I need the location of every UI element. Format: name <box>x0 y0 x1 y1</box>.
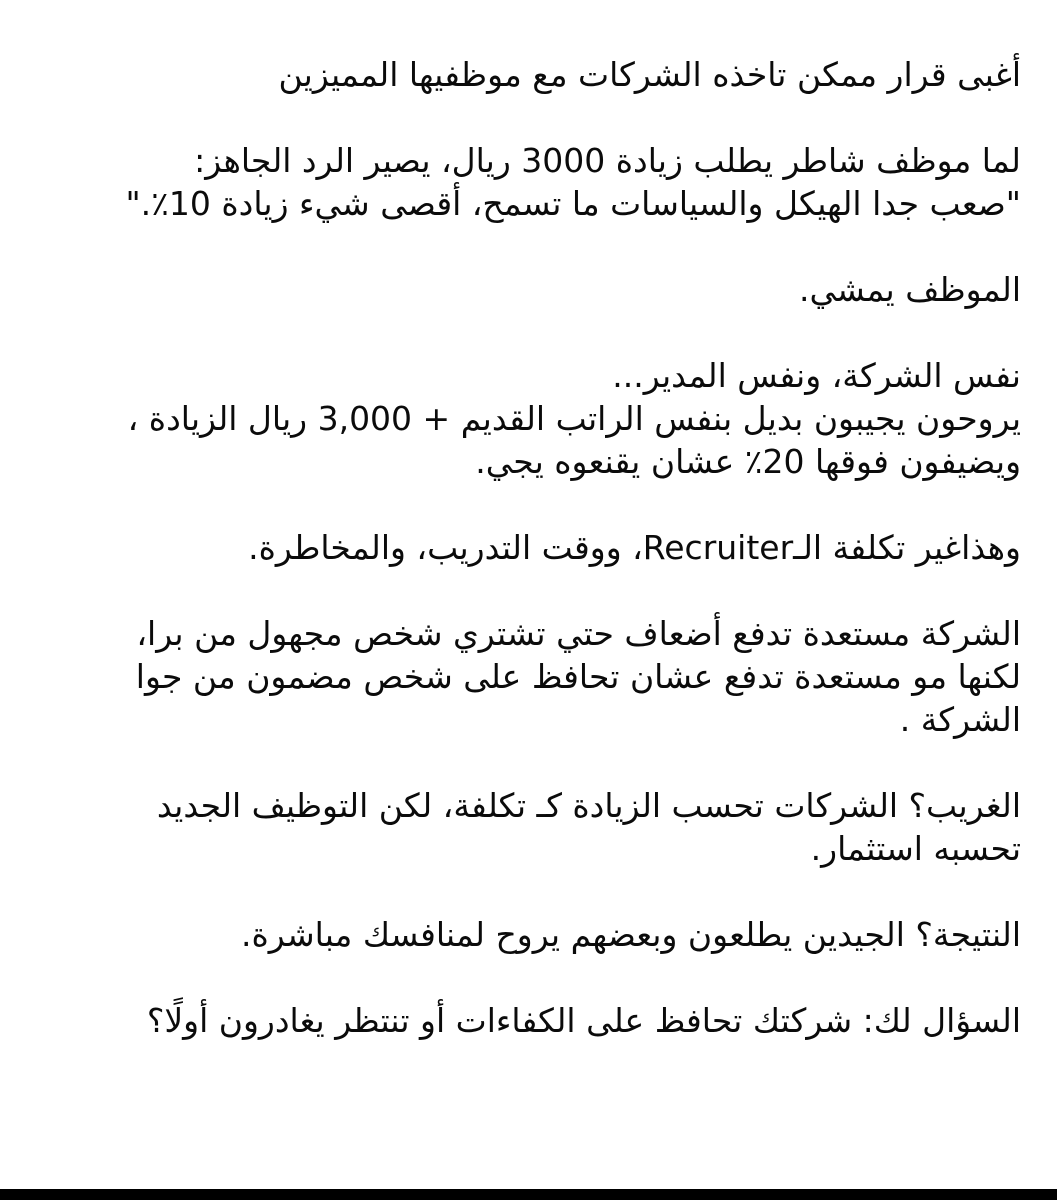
paragraph-employee-leaves <box>30 268 1021 311</box>
paragraph-result <box>30 913 1021 956</box>
post-text <box>30 53 1021 1042</box>
text-line: لكنها مو مستعدة تدفع عشان تحافظ على شخص مضمون من جوا <box>135 657 1021 696</box>
text-line: الشركة مستعدة تدفع أضعاف حتي تشتري شخص مجهول من برا، <box>136 614 1021 653</box>
text-line: ويضيفون فوقها 20٪ عشان يقنعوه يجي. <box>475 442 1021 481</box>
text-line: الموظف يمشي. <box>799 270 1021 309</box>
text-line: "صعب جدا الهيكل والسياسات ما تسمح، أقصى شيء زيادة 10٪." <box>125 184 1021 223</box>
paragraph-replacement <box>30 354 1021 483</box>
text-line: يروحون يجيبون بديل بنفس الراتب القديم + 3,000 ريال الزيادة ، <box>127 399 1021 438</box>
paragraph-question <box>30 999 1021 1042</box>
text-line: وهذاغير تكلفة الـRecruiter، ووقت التدريب، والمخاطرة. <box>248 528 1021 567</box>
post-title <box>30 53 1021 96</box>
paragraph-extra-costs <box>30 526 1021 569</box>
text-line: لما موظف شاطر يطلب زيادة 3000 ريال، يصير الرد الجاهز: <box>194 141 1021 180</box>
text-line: نفس الشركة، ونفس المدير... <box>612 356 1021 395</box>
text-line: الغريب؟ الشركات تحسب الزيادة كـ تكلفة، لكن التوظيف الجديد <box>156 786 1021 825</box>
text-line: أغبى قرار ممكن تاخذه الشركات مع موظفيها المميزين <box>278 55 1021 94</box>
text-line: النتيجة؟ الجيدين يطلعون وبعضهم يروح لمنافسك مباشرة. <box>241 915 1021 954</box>
paragraph-raise-request <box>30 139 1021 225</box>
bottom-bar <box>0 1189 1057 1200</box>
text-line: الشركة . <box>899 700 1021 739</box>
text-line: تحسبه استثمار. <box>810 829 1021 868</box>
paragraph-company-willing <box>30 612 1021 741</box>
text-line: السؤال لك: شركتك تحافظ على الكفاءات أو تنتظر يغادرون أولًا؟ <box>146 1001 1021 1040</box>
paragraph-strange <box>30 784 1021 870</box>
